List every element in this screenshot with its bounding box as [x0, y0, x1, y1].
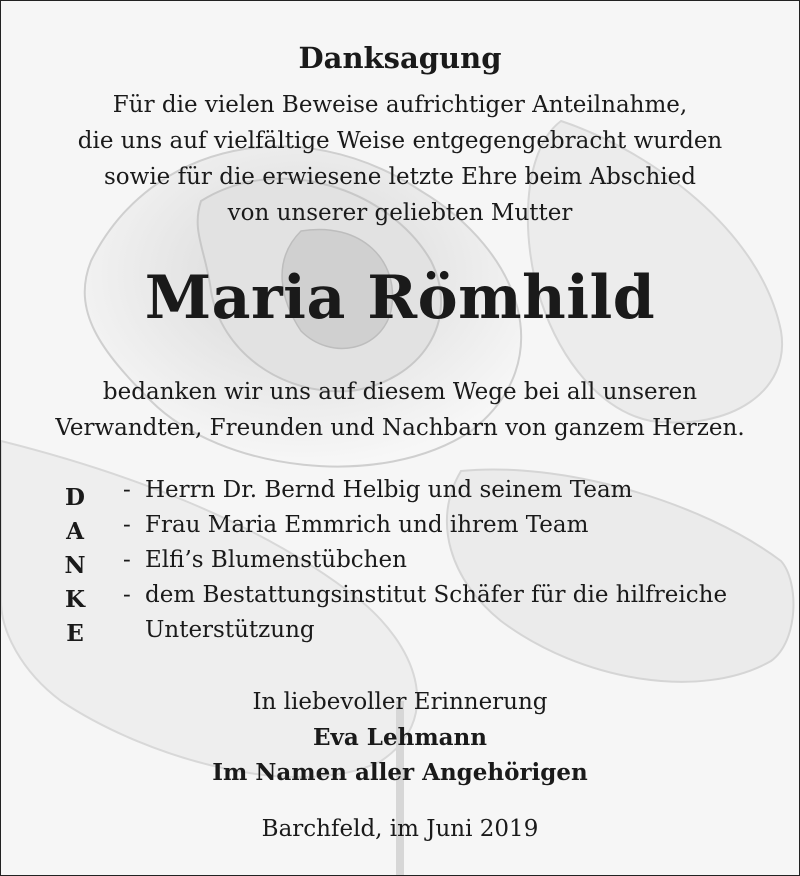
list-item-text: Herrn Dr. Bernd Helbig und seinem Team	[145, 477, 633, 503]
list-item	[123, 473, 783, 508]
place-date: Barchfeld, im Juni 2019	[261, 816, 539, 842]
intro-line: die uns auf vielfältige Weise entgegengebracht wurden	[77, 128, 723, 154]
list-dash: -	[123, 512, 131, 538]
danke-letter: A	[66, 518, 84, 545]
thanks-line: Verwandten, Freunden und Nachbarn von ganzem Herzen.	[55, 415, 745, 441]
list-dash: -	[123, 582, 131, 608]
danke-letter: K	[65, 586, 85, 613]
list-item	[123, 578, 783, 613]
thanks-text	[1, 374, 799, 446]
thanks-list	[123, 473, 783, 648]
heading: Danksagung	[298, 41, 502, 75]
danke-letter: E	[66, 620, 84, 647]
intro-line: von unserer geliebten Mutter	[227, 200, 573, 226]
list-item	[123, 508, 783, 543]
signer-name: Eva Lehmann	[312, 724, 488, 751]
closing-block	[1, 685, 799, 790]
danke-letter: D	[65, 484, 85, 511]
list-dash: -	[123, 477, 131, 503]
list-item-text: Elfi’s Blumenstübchen	[145, 547, 407, 573]
closing-phrase: In liebevoller Erinnerung	[252, 689, 548, 715]
intro-line: Für die vielen Beweise aufrichtiger Anteilnahme,	[112, 92, 688, 118]
intro-line: sowie für die erwiesene letzte Ehre beim Abschied	[103, 164, 696, 190]
intro-text	[1, 87, 799, 231]
danke-vertical-word	[63, 481, 87, 651]
list-item-text: dem Bestattungsinstitut Schäfer für die hilfreiche	[145, 582, 728, 608]
list-item-text: Unterstützung	[145, 617, 315, 643]
list-item-text: Frau Maria Emmrich und ihrem Team	[145, 512, 589, 538]
list-indent	[123, 613, 145, 648]
obituary-content	[1, 1, 799, 875]
thanks-line: bedanken wir uns auf diesem Wege bei all unseren	[102, 379, 698, 405]
danke-letter: N	[64, 552, 86, 579]
on-behalf-line: Im Namen aller Angehörigen	[212, 759, 588, 786]
list-dash: -	[123, 547, 131, 573]
list-item-continuation	[123, 613, 783, 648]
deceased-name: Maria Römhild	[144, 263, 656, 333]
list-item	[123, 543, 783, 578]
